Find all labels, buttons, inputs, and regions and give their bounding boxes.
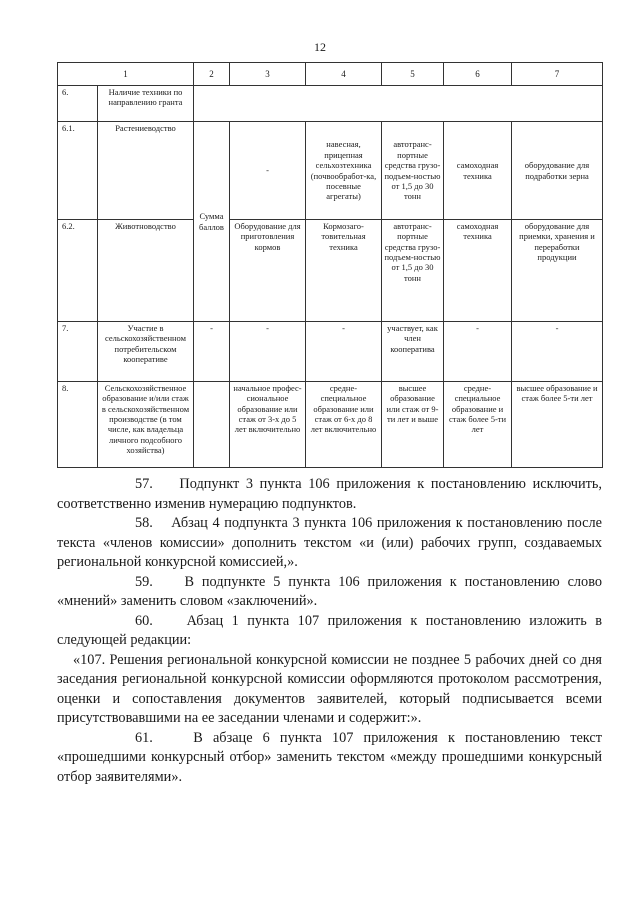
body-text (57, 475, 602, 787)
criteria-table (57, 62, 603, 468)
criterion-title: Животноводство (98, 220, 194, 322)
quoted-paragraph-107 (57, 651, 602, 729)
cell-7-col5: участвует, как член кооператива (382, 322, 444, 382)
cell-6-2-col3: Оборудование для приготовления кормов (230, 220, 306, 322)
cell-8-col3: начальное профес-сиональное образование или стаж от 3-х до 5 лет включительно (230, 382, 306, 468)
row-number: 6.2. (58, 220, 98, 322)
cell-6-1-col5: автотранс-портные средства грузо-подъем-ностью от 1,5 до 30 тонн (382, 122, 444, 220)
criterion-title: Сельскохозяйственное образование и/или стаж в сельскохозяйственном производстве (в том числе, как владельца личного подсобного хозяйства) (98, 382, 194, 468)
criterion-title: Растениеводство (98, 122, 194, 220)
table-row-6-1 (58, 122, 603, 220)
cell-6-2-col4: Кормозаго-товительная техника (306, 220, 382, 322)
row-number: 8. (58, 382, 98, 468)
cell-6-1-col3: - (230, 122, 306, 220)
cell-6-2-col5: автотранс-портные средства грузо-подъем-ностью от 1,5 до 30 тонн (382, 220, 444, 322)
table-row-8 (58, 382, 603, 468)
paragraph-59: 59. В подпункте 5 пункта 106 приложения к постановлению слово «мнений» заменить словом «заключений». (57, 573, 602, 609)
paragraph-60: 60. Абзац 1 пункта 107 приложения к постановлению изложить в следующей редакции: (57, 612, 602, 648)
score-sum-label: Сумма баллов (194, 122, 230, 322)
table-row-6-2 (58, 220, 603, 322)
row-number: 6. (58, 86, 98, 122)
cell-8-col4: средне-специальное образование или стаж от 6-х до 8 лет включительно (306, 382, 382, 468)
paragraph-58: 58. Абзац 4 подпункта 3 пункта 106 приложения к постановлению после текста «членов комиссии» дополнить текстом «и (или) рабочих групп, создаваемых региональной конкурсной комиссией,». (57, 515, 602, 570)
table-row-7 (58, 322, 603, 382)
cell-7-col2: - (194, 322, 230, 382)
header-cell-5: 5 (382, 63, 444, 86)
cell-6-2-col7: оборудование для приемки, хранения и переработки продукции (512, 220, 603, 322)
cell-6-2-col6: самоходная техника (444, 220, 512, 322)
header-cell-4: 4 (306, 63, 382, 86)
cell-7-col3: - (230, 322, 306, 382)
empty-cell (194, 382, 230, 468)
paragraph-61: 61. В абзаце 6 пункта 107 приложения к постановлению текст «прошедшими конкурсный отбор» заменить текстом «между прошедшими конкурсный отбор заявителями». (57, 729, 602, 785)
cell-8-col5: высшее образование или стаж от 9-ти лет и выше (382, 382, 444, 468)
quote-text: «107. Решения региональной конкурсной комиссии не позднее 5 рабочих дней со дня заседания региональной конкурсной комиссии оформляются протоколом рассмотрения, оценки и сопоставления документов заявителей, который подписывается всеми присутствовавшими на ее заседании членами и содержит:». (57, 651, 602, 726)
cell-6-1-col7: оборудование для подработки зерна (512, 122, 603, 220)
table-row-6 (58, 86, 603, 122)
header-cell-2: 2 (194, 63, 230, 86)
cell-6-1-col6: самоходная техника (444, 122, 512, 220)
header-cell-3: 3 (230, 63, 306, 86)
paragraph-57: 57. Подпункт 3 пункта 106 приложения к постановлению исключить, соответственно изменив нумерацию подпунктов. (57, 476, 602, 512)
page-number: 12 (314, 40, 326, 54)
cell-7-col6: - (444, 322, 512, 382)
row-number: 6.1. (58, 122, 98, 220)
cell-7-col4: - (306, 322, 382, 382)
cell-6-1-col4: навесная, прицепная сельхозтехника (почвообработ-ка, посевные агрегаты) (306, 122, 382, 220)
table-header-row (58, 63, 603, 86)
header-cell-6: 6 (444, 63, 512, 86)
cell-7-col7: - (512, 322, 603, 382)
header-cell-1: 1 (58, 63, 194, 86)
cell-8-col7: высшее образование и стаж более 5-ти лет (512, 382, 603, 468)
criterion-title: Участие в сельскохозяйственном потребительском кооперативе (98, 322, 194, 382)
empty-cell (194, 86, 603, 122)
row-number: 7. (58, 322, 98, 382)
cell-8-col6: средне-специальное образование и стаж более 5-ти лет (444, 382, 512, 468)
header-cell-7: 7 (512, 63, 603, 86)
criterion-title: Наличие техники по направлению гранта (98, 86, 194, 122)
